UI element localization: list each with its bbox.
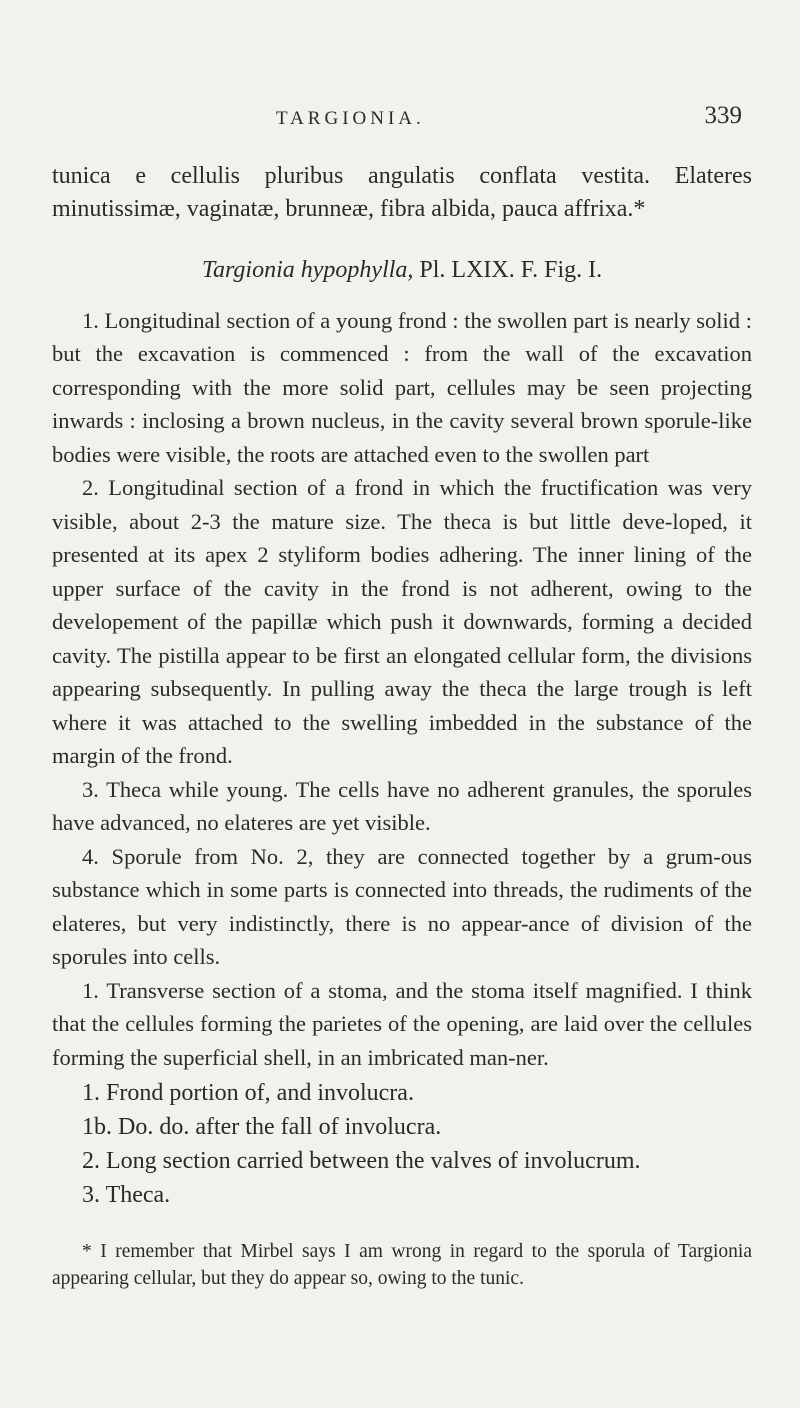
plate-figure-item: 2. Long section carried between the valves of involucrum. xyxy=(82,1148,641,1174)
description-item: 2. Longitudinal section of a frond in which the fructification was very visible, about 2-3 the mature size. The theca is but little deve-loped, it presented at its apex 2 styliform bodies adhering. The inner lining of the upper surface of the cavity in the frond is not adherent, owing to the developement of the papillæ which push it downwards, forming a decided cavity. The pistilla appear to be first an elongated cellular form, the divisions appearing subsequently. In pulling away the theca the large trough is left where it was attached to the swelling imbedded in the substance of the margin of the frond. xyxy=(52,475,752,768)
section-title xyxy=(52,254,752,288)
plate-figure-list xyxy=(52,1076,752,1212)
plate-figure-item: 1b. Do. do. after the fall of involucra. xyxy=(82,1114,442,1140)
running-title: TARGIONIA. xyxy=(276,108,425,129)
description-item: 1. Longitudinal section of a young frond : the swollen part is nearly solid : but the excavation is commenced : from the wall of the excavation corresponding with the more solid part, cellules may be seen projecting inwards : inclosing a brown nucleus, in the cavity several brown sporule-like bodies were visible, the roots are attached even to the swollen part xyxy=(52,307,752,467)
plate-reference: Pl. LXIX. F. Fig. I. xyxy=(419,257,603,283)
page-body xyxy=(52,160,752,1292)
description-item: 1. Transverse section of a stoma, and the stoma itself magnified. I think that the cellules forming the parietes of the opening, are laid over the cellules forming the superficial shell, in an imbricated man-ner. xyxy=(52,977,752,1070)
description-item: 4. Sporule from No. 2, they are connected together by a grum-ous substance which in some parts is connected into threads, the rudiments of the elateres, but very indistinctly, there is no appear-ance of division of the sporules into cells. xyxy=(52,843,752,969)
page-number: 339 xyxy=(704,102,742,129)
footnote: * I remember that Mirbel says I am wrong in regard to the sporula of Targionia appearing cellular, but they do appear so, owing to the tunic. xyxy=(52,1241,752,1289)
species-name: Targionia hypophylla, xyxy=(201,257,414,283)
plate-figure-item: 1. Frond portion of, and involucra. xyxy=(82,1080,414,1106)
intro-paragraph: tunica e cellulis pluribus angulatis conflata vestita. Elateres minutissimæ, vaginatæ, brunneæ, fibra albida, pauca affrixa.* xyxy=(52,163,752,222)
plate-figure-item: 3. Theca. xyxy=(82,1182,171,1208)
description-item: 3. Theca while young. The cells have no adherent granules, the sporules have advanced, no elateres are yet visible. xyxy=(52,776,752,835)
